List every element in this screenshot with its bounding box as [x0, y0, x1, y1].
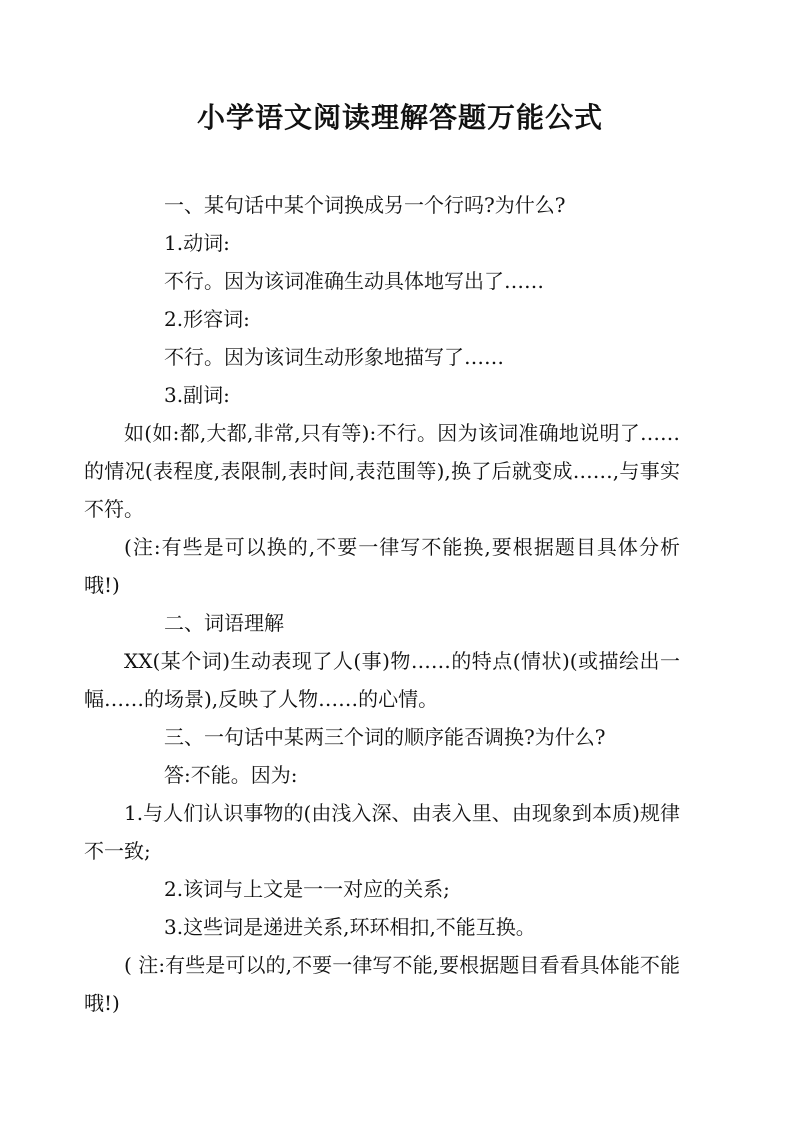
- paragraph-reason-2: 2.该词与上文是一一对应的关系;: [164, 877, 450, 901]
- document-body: [84, 186, 680, 1022]
- paragraph-note-2: ( 注:有些是可以的,不要一律写不能,要根据题目看看具体能不能哦!): [84, 953, 680, 1015]
- paragraph-reason-1: 1.与人们认识事物的(由浅入深、由表入里、由现象到本质)规律不一致;: [84, 801, 680, 863]
- paragraph-adverb-label: 3.副词:: [164, 383, 230, 407]
- paragraph-adjective-answer: 不行。因为该词生动形象地描写了……: [164, 345, 504, 369]
- paragraph-note-1: (注:有些是可以换的,不要一律写不能换,要根据题目具体分析哦!): [84, 535, 680, 597]
- paragraph-answer-intro: 答:不能。因为:: [164, 763, 298, 787]
- paragraph-section-2-heading: 二、词语理解: [164, 611, 284, 635]
- paragraph-section-3-heading: 三、一句话中某两三个词的顺序能否调换?为什么?: [164, 725, 606, 749]
- paragraph-word-understanding: XX(某个词)生动表现了人(事)物……的特点(情状)(或描绘出一幅……的场景),反映了人物……的心情。: [84, 649, 680, 711]
- paragraph-verb-answer: 不行。因为该词准确生动具体地写出了……: [164, 269, 544, 293]
- document-title: 小学语文阅读理解答题万能公式: [196, 101, 603, 134]
- paragraph-section-1-heading: 一、某句话中某个词换成另一个行吗?为什么?: [164, 193, 566, 217]
- paragraph-reason-3: 3.这些词是递进关系,环环相扣,不能互换。: [164, 915, 536, 939]
- paragraph-adjective-label: 2.形容词:: [164, 307, 250, 331]
- paragraph-verb-label: 1.动词:: [164, 231, 230, 255]
- paragraph-adverb-answer: 如(如:都,大都,非常,只有等):不行。因为该词准确地说明了……的情况(表程度,表限制,表时间,表范围等),换了后就变成……,与事实不符。: [84, 421, 680, 521]
